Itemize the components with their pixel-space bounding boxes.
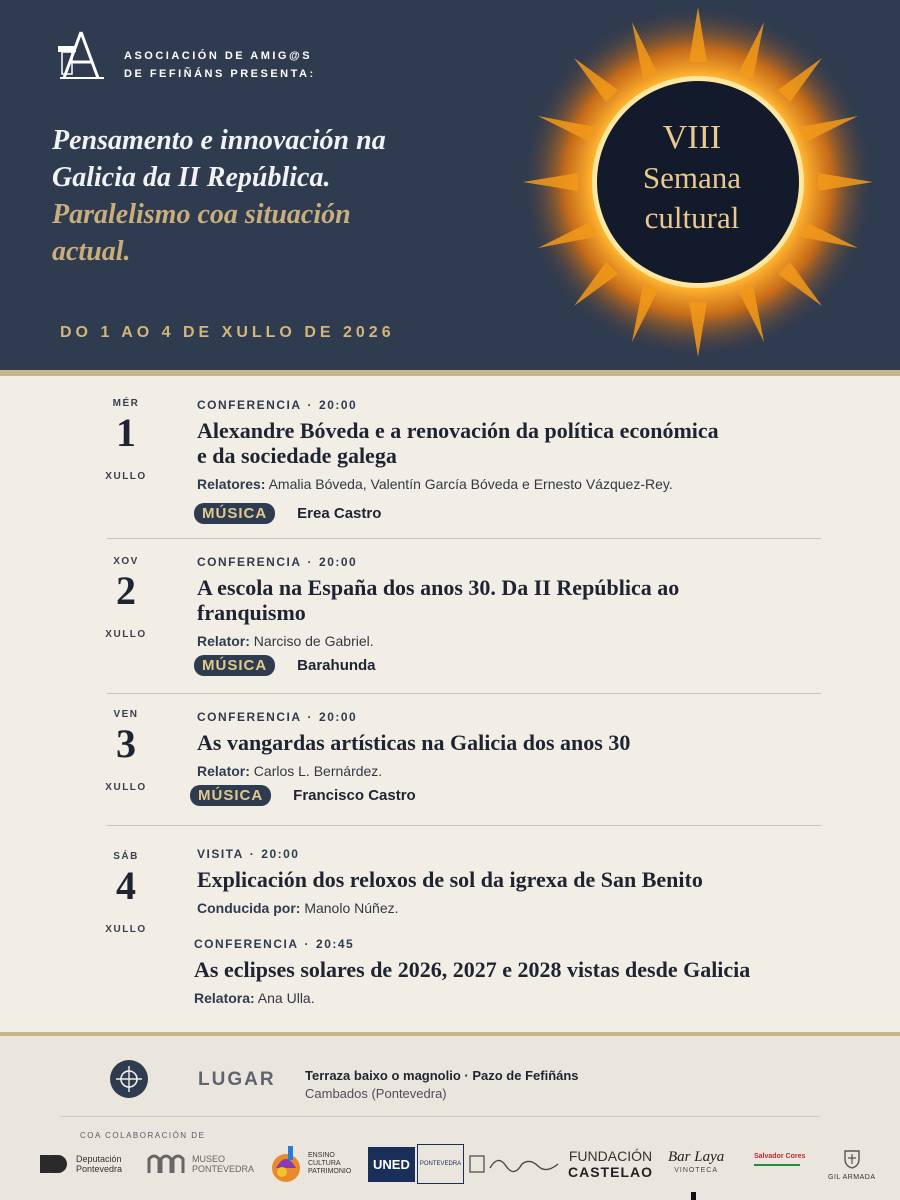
event-title-line-2: e da sociedade galega bbox=[197, 443, 397, 468]
weekday: SÁB bbox=[113, 851, 139, 862]
fundacion-castelao-logo bbox=[568, 1140, 653, 1188]
museo-logo bbox=[146, 1140, 254, 1188]
event-title-line-1: Explicación dos reloxos de sol da igrexa de San Benito bbox=[197, 867, 703, 892]
event-title bbox=[197, 730, 877, 755]
weekday: XOV bbox=[113, 556, 139, 567]
day-3-date bbox=[92, 709, 160, 793]
venue-name: Terraza baixo o magnolio · Pazo de Fefiñáns bbox=[305, 1068, 579, 1083]
speakers bbox=[197, 763, 877, 779]
day-4-event-2 bbox=[194, 937, 874, 1006]
event-type: VISITA bbox=[197, 847, 244, 861]
event-title bbox=[52, 122, 492, 270]
museo-mark-icon bbox=[146, 1151, 188, 1177]
sponsor-text: UNED bbox=[368, 1147, 415, 1182]
day-number: 1 bbox=[116, 410, 136, 455]
sponsor-text: PATRIMONIO bbox=[308, 1168, 352, 1175]
header-banner bbox=[0, 0, 900, 370]
music-badge: MÚSICA bbox=[194, 655, 275, 676]
event-title-line-1: As eclipses solares de 2026, 2027 e 2028 vistas desde Galicia bbox=[194, 957, 751, 982]
event-kind: CONFERENCIA · 20:00 bbox=[197, 555, 358, 569]
day-2-event bbox=[197, 555, 877, 649]
music-performer: Erea Castro bbox=[297, 505, 382, 522]
sponsor-text: Deputación bbox=[76, 1154, 122, 1164]
event-time: 20:00 bbox=[319, 710, 358, 724]
month: XULLO bbox=[105, 471, 147, 482]
music-performer: Barahunda bbox=[297, 657, 376, 674]
edition-label bbox=[598, 118, 786, 238]
speaker-label: Relatores: bbox=[197, 476, 266, 492]
deputacion-mark-icon bbox=[38, 1151, 72, 1177]
divider bbox=[107, 538, 821, 539]
speaker-names: Amalia Bóveda, Valentín García Bóveda e Ernesto Vázquez-Rey. bbox=[265, 476, 673, 492]
month: XULLO bbox=[105, 924, 147, 935]
speaker-names: Ana Ulla. bbox=[254, 990, 315, 1006]
weekday: MÉR bbox=[112, 398, 140, 409]
organizer-line-2: DE FEFIÑÁNS PRESENTA: bbox=[124, 68, 316, 80]
speaker-names: Carlos L. Bernárdez. bbox=[249, 763, 383, 779]
association-logo-icon bbox=[54, 28, 108, 82]
uned-logo bbox=[368, 1140, 464, 1188]
weekday: VEN bbox=[113, 709, 139, 720]
sponsor-text: PONTEVEDRA bbox=[192, 1164, 255, 1174]
speaker-label: Conducida por: bbox=[197, 900, 301, 916]
month: XULLO bbox=[105, 629, 147, 640]
event-title bbox=[197, 418, 877, 468]
divider bbox=[107, 825, 821, 826]
location-icon bbox=[110, 1060, 148, 1098]
ensino-logo bbox=[268, 1140, 351, 1188]
speaker-label: Relator: bbox=[197, 763, 250, 779]
day-2-music bbox=[194, 655, 376, 676]
event-title bbox=[194, 957, 874, 982]
title-line-1: Pensamento e innovación na bbox=[52, 125, 386, 156]
day-3-music bbox=[190, 785, 416, 806]
crest-icon bbox=[841, 1147, 863, 1169]
title-line-2: Galicia da II República. bbox=[52, 162, 331, 193]
event-title-line-2: franquismo bbox=[197, 600, 306, 625]
event-title bbox=[197, 575, 877, 625]
header-divider bbox=[0, 370, 900, 376]
speaker-label: Relatora: bbox=[194, 990, 255, 1006]
edge-mark bbox=[691, 1192, 696, 1200]
day-3-event bbox=[197, 710, 877, 779]
day-number: 4 bbox=[116, 863, 136, 908]
sponsor-text: VINOTECA bbox=[674, 1167, 719, 1174]
day-number: 3 bbox=[116, 721, 136, 766]
month: XULLO bbox=[105, 782, 147, 793]
day-2-date bbox=[92, 556, 160, 640]
event-time: 20:00 bbox=[261, 847, 300, 861]
event-kind: CONFERENCIA · 20:00 bbox=[197, 398, 358, 412]
event-kind: CONFERENCIA · 20:45 bbox=[194, 937, 355, 951]
day-4-date bbox=[92, 851, 160, 935]
sponsor-text: FUNDACIÓN bbox=[568, 1148, 653, 1164]
event-kind: CONFERENCIA · 20:00 bbox=[197, 710, 358, 724]
event-time: 20:00 bbox=[319, 555, 358, 569]
music-performer: Francisco Castro bbox=[293, 787, 416, 804]
event-title bbox=[197, 867, 877, 892]
venue-city: Cambados (Pontevedra) bbox=[305, 1086, 447, 1101]
venue-label: LUGAR bbox=[198, 1069, 276, 1090]
subtitle-line-1: Paralelismo coa situación bbox=[52, 199, 351, 230]
event-title-line-1: Alexandre Bóveda e a renovación da política económica bbox=[197, 418, 719, 443]
day-1-date bbox=[92, 398, 160, 482]
music-badge: MÚSICA bbox=[190, 785, 271, 806]
day-4-event bbox=[197, 847, 877, 916]
sponsor-text: Salvador Cores bbox=[754, 1152, 806, 1160]
edition-word-1: Semana bbox=[642, 160, 742, 195]
speakers bbox=[197, 476, 877, 492]
sponsor-text: PONTEVEDRA bbox=[417, 1144, 464, 1184]
speaker-label: Relator: bbox=[197, 633, 250, 649]
signature-mark-icon bbox=[468, 1150, 560, 1178]
gil-armada-logo bbox=[828, 1140, 876, 1188]
sponsor-text: Bar Laya bbox=[668, 1149, 725, 1165]
speaker-names: Manolo Núñez. bbox=[300, 900, 399, 916]
event-type: CONFERENCIA bbox=[197, 710, 302, 724]
sponsor-text: CULTURA bbox=[308, 1160, 341, 1167]
sponsor-logos bbox=[38, 1140, 878, 1190]
day-1-event bbox=[197, 398, 877, 492]
event-type: CONFERENCIA bbox=[197, 398, 302, 412]
sponsor-text: CASTELAO bbox=[568, 1164, 653, 1180]
speaker-names: Narciso de Gabriel. bbox=[249, 633, 374, 649]
event-title-line-1: A escola na España dos anos 30. Da II República ao bbox=[197, 575, 680, 600]
sponsor-text: Pontevedra bbox=[76, 1164, 123, 1174]
ensino-mark-icon bbox=[268, 1144, 304, 1184]
salvador-cores-logo bbox=[754, 1140, 805, 1188]
music-badge: MÚSICA bbox=[194, 503, 275, 524]
subtitle-line-2: actual. bbox=[52, 236, 131, 267]
event-time: 20:00 bbox=[319, 398, 358, 412]
event-type: CONFERENCIA bbox=[194, 937, 299, 951]
bar-laya-logo bbox=[668, 1140, 724, 1188]
event-title-line-1: As vangardas artísticas na Galicia dos anos 30 bbox=[197, 730, 631, 755]
divider bbox=[60, 1116, 820, 1117]
day-number: 2 bbox=[116, 568, 136, 613]
sponsor-text: ENSINO bbox=[308, 1152, 335, 1159]
deputacion-logo bbox=[38, 1140, 122, 1188]
day-1-music bbox=[194, 503, 381, 524]
collaboration-label: COA COLABORACIÓN DE bbox=[80, 1131, 206, 1140]
event-time: 20:45 bbox=[316, 937, 355, 951]
organizer-line-1: ASOCIACIÓN DE AMIG@S bbox=[124, 50, 313, 62]
edition-word-2: cultural bbox=[644, 200, 740, 235]
event-kind: VISITA · 20:00 bbox=[197, 847, 300, 861]
organizer-name bbox=[124, 47, 316, 83]
speakers bbox=[197, 633, 877, 649]
divider bbox=[107, 693, 821, 694]
edition-number: VIII bbox=[662, 119, 722, 156]
sponsor-text: MUSEO bbox=[192, 1154, 226, 1164]
sponsor-text: GIL ARMADA bbox=[828, 1174, 876, 1181]
speakers bbox=[194, 990, 874, 1006]
event-dates: DO 1 AO 4 DE XULLO DE 2026 bbox=[60, 324, 395, 341]
signature-logo bbox=[468, 1140, 560, 1188]
green-stripe bbox=[754, 1164, 800, 1176]
speakers bbox=[197, 900, 877, 916]
event-type: CONFERENCIA bbox=[197, 555, 302, 569]
